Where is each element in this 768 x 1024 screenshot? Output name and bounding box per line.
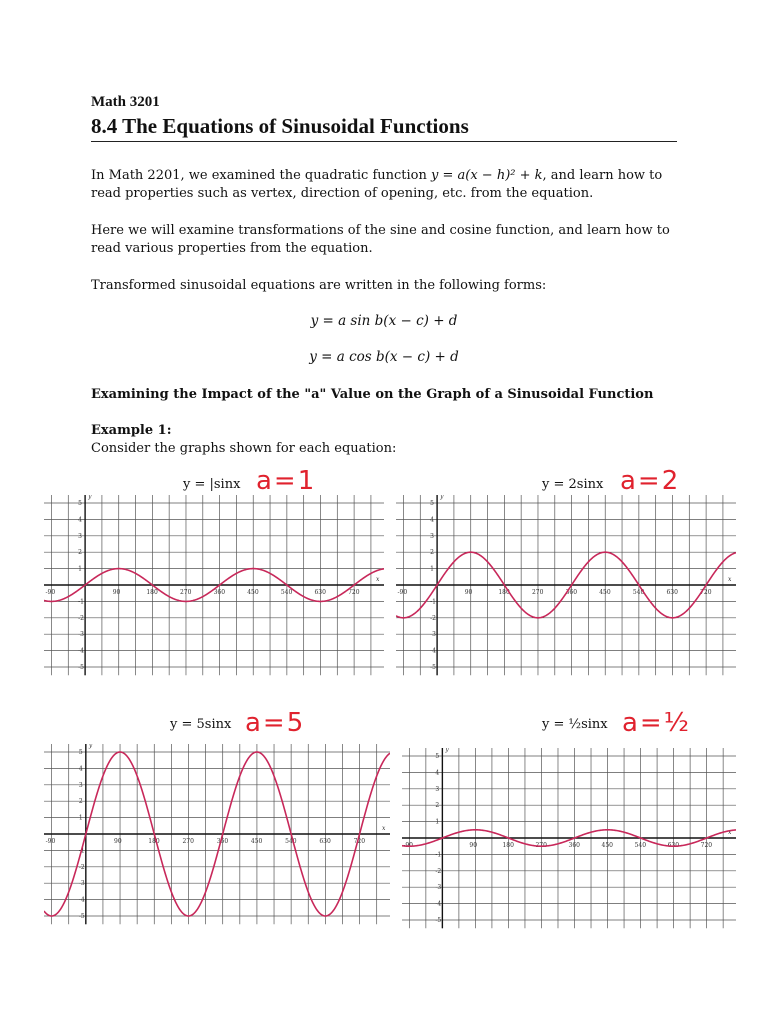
x-axis-label: x bbox=[376, 576, 380, 583]
intro-text: Here we will examine transformations of the sine and cosine function, and learn how to bbox=[91, 223, 670, 238]
x-tick-label: 540 bbox=[632, 589, 645, 596]
sine-graph-1 bbox=[44, 495, 384, 677]
x-axis-label: x bbox=[382, 825, 386, 832]
y-tick-label: 3 bbox=[435, 785, 440, 793]
x-tick-label: 630 bbox=[667, 842, 680, 849]
y-tick-label: 3 bbox=[430, 532, 434, 540]
x-tick-label: -90 bbox=[45, 589, 56, 596]
y-tick-label: 2 bbox=[78, 798, 83, 806]
intro-text: In Math 2201, we examined the quadratic function bbox=[91, 168, 432, 183]
example-text: Consider the graphs shown for each equation: bbox=[91, 441, 397, 456]
y-axis-label: y bbox=[88, 495, 92, 501]
x-tick-label: 270 bbox=[179, 589, 192, 596]
intro-paragraph-2 bbox=[91, 222, 691, 258]
y-axis-label: y bbox=[440, 495, 444, 501]
page-title: 8.4 The Equations of Sinusoidal Functions bbox=[91, 114, 469, 138]
x-tick-label: 720 bbox=[700, 842, 713, 849]
x-tick-label: 180 bbox=[498, 589, 510, 596]
x-tick-label: 360 bbox=[565, 589, 578, 596]
x-tick-label: 360 bbox=[216, 838, 229, 845]
x-tick-label: 720 bbox=[700, 589, 712, 596]
y-tick-label: 1 bbox=[435, 818, 440, 826]
x-tick-label: 270 bbox=[182, 838, 194, 845]
y-tick-label: -2 bbox=[78, 614, 84, 622]
y-tick-label: -2 bbox=[435, 867, 442, 875]
graph-3-equation: y = 5sinx bbox=[170, 717, 232, 732]
intro-text: read properties such as vertex, direction of opening, etc. from the equation. bbox=[91, 186, 594, 201]
y-tick-label: 2 bbox=[78, 549, 82, 557]
y-tick-label: 4 bbox=[78, 765, 83, 773]
y-tick-label: -4 bbox=[78, 647, 84, 655]
y-tick-label: 2 bbox=[435, 802, 440, 810]
course-label: Math 3201 bbox=[91, 94, 160, 110]
cosine-equation: y = a cos b(x − c) + d bbox=[309, 349, 459, 365]
y-tick-label: -3 bbox=[435, 884, 442, 892]
x-tick-label: 450 bbox=[599, 589, 611, 596]
x-tick-label: 450 bbox=[247, 589, 259, 596]
y-tick-label: 5 bbox=[430, 500, 434, 507]
sine-graph-3 bbox=[44, 744, 390, 926]
y-tick-label: -2 bbox=[430, 614, 436, 622]
y-axis-label: y bbox=[445, 748, 449, 754]
x-tick-label: 90 bbox=[114, 838, 122, 845]
graph-2-annotation: a=2 bbox=[620, 466, 681, 496]
x-tick-label: 450 bbox=[250, 838, 263, 845]
intro-paragraph-3: Transformed sinusoidal equations are written in the following forms: bbox=[91, 278, 547, 293]
y-axis-label: y bbox=[88, 744, 93, 750]
y-tick-label: 3 bbox=[78, 532, 82, 540]
y-tick-label: 5 bbox=[435, 753, 440, 760]
x-tick-label: 270 bbox=[535, 842, 547, 849]
x-tick-label: 720 bbox=[353, 838, 366, 845]
x-tick-label: 540 bbox=[280, 589, 293, 596]
title-divider bbox=[91, 141, 677, 142]
y-tick-label: -1 bbox=[430, 598, 436, 606]
x-tick-label: 360 bbox=[568, 842, 580, 849]
x-tick-label: -90 bbox=[397, 589, 408, 596]
x-tick-label: 630 bbox=[666, 589, 678, 596]
section-heading: Examining the Impact of the "a" Value on the Graph of a Sinusoidal Function bbox=[91, 387, 654, 402]
example-label: Example 1: bbox=[91, 423, 172, 438]
y-tick-label: -5 bbox=[78, 913, 85, 920]
y-tick-label: 4 bbox=[435, 769, 440, 777]
y-tick-label: -1 bbox=[435, 851, 442, 859]
y-tick-label: 1 bbox=[78, 814, 83, 822]
y-tick-label: 3 bbox=[78, 781, 83, 789]
y-tick-label: 4 bbox=[78, 516, 82, 524]
y-tick-label: -4 bbox=[78, 896, 85, 904]
sine-graph-4 bbox=[402, 748, 736, 930]
x-axis-label: x bbox=[728, 829, 732, 836]
y-tick-label: -1 bbox=[78, 598, 84, 606]
sine-equation: y = a sin b(x − c) + d bbox=[310, 313, 458, 329]
y-tick-label: -5 bbox=[78, 664, 84, 671]
x-tick-label: 540 bbox=[634, 842, 647, 849]
x-tick-label: 180 bbox=[502, 842, 514, 849]
graph-1-annotation: a=1 bbox=[256, 466, 317, 496]
x-tick-label: -90 bbox=[403, 842, 414, 849]
x-tick-label: 180 bbox=[146, 589, 158, 596]
x-tick-label: 90 bbox=[464, 589, 473, 596]
sine-graph-2 bbox=[396, 495, 736, 677]
y-tick-label: -5 bbox=[435, 917, 442, 924]
x-tick-label: 720 bbox=[348, 589, 360, 596]
y-tick-label: 5 bbox=[78, 500, 82, 507]
x-tick-label: 630 bbox=[319, 838, 331, 845]
intro-text: , and learn how to bbox=[542, 168, 663, 183]
x-tick-label: 180 bbox=[148, 838, 160, 845]
intro-text: read various properties from the equation. bbox=[91, 241, 373, 256]
x-tick-label: 360 bbox=[213, 589, 226, 596]
graph-4-annotation: a=½ bbox=[622, 708, 691, 738]
y-tick-label: -5 bbox=[430, 664, 436, 671]
graph-4-equation: y = ½sinx bbox=[542, 717, 608, 732]
x-axis-label: x bbox=[728, 576, 732, 583]
y-tick-label: 2 bbox=[430, 549, 434, 557]
x-tick-label: 270 bbox=[531, 589, 544, 596]
x-tick-label: -90 bbox=[45, 838, 56, 845]
y-tick-label: -4 bbox=[435, 900, 442, 908]
y-tick-label: 1 bbox=[78, 565, 82, 573]
y-tick-label: -2 bbox=[78, 863, 85, 871]
y-tick-label: -3 bbox=[78, 631, 84, 639]
x-tick-label: 630 bbox=[314, 589, 326, 596]
quadratic-formula: y = a(x − h)² + k bbox=[431, 168, 543, 183]
intro-paragraph-1 bbox=[91, 167, 691, 203]
y-tick-label: 4 bbox=[430, 516, 434, 524]
graph-1-equation: y = |sinx bbox=[183, 477, 241, 492]
graph-2-equation: y = 2sinx bbox=[542, 477, 604, 492]
y-tick-label: -1 bbox=[78, 847, 85, 855]
x-tick-label: 450 bbox=[601, 842, 613, 849]
y-tick-label: -3 bbox=[78, 880, 85, 888]
y-tick-label: 5 bbox=[78, 749, 83, 756]
x-tick-label: 540 bbox=[285, 838, 297, 845]
y-tick-label: -3 bbox=[430, 631, 436, 639]
y-tick-label: -4 bbox=[430, 647, 436, 655]
x-tick-label: 90 bbox=[469, 842, 478, 849]
x-tick-label: 90 bbox=[112, 589, 121, 596]
y-tick-label: 1 bbox=[430, 565, 434, 573]
graph-3-annotation: a=5 bbox=[245, 708, 306, 738]
